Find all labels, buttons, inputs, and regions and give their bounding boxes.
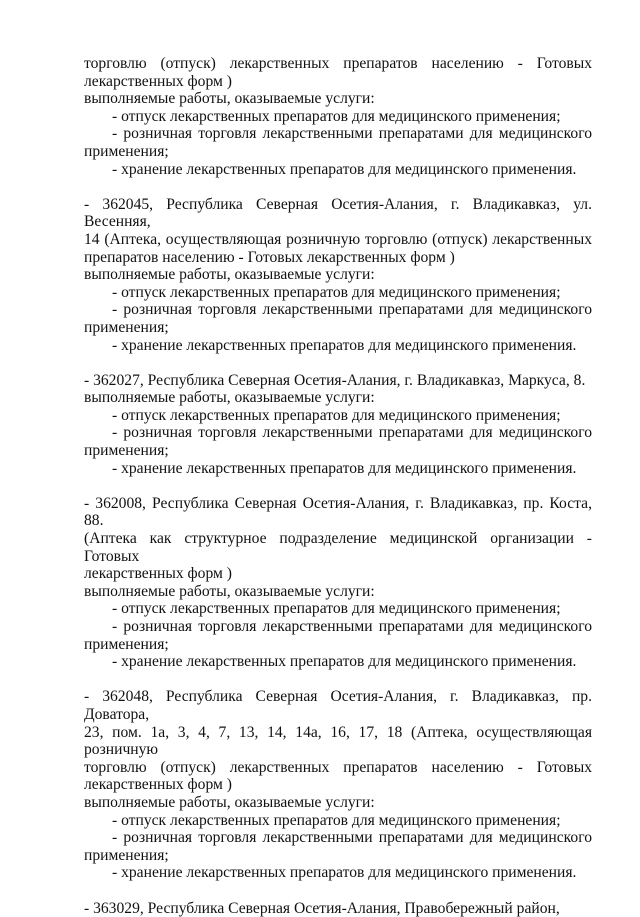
service-retail-line-1: - розничная торговля лекарственными препаратами для медицинского bbox=[84, 301, 592, 319]
service-retail-line-2: применения; bbox=[84, 636, 592, 654]
address-entry bbox=[84, 900, 592, 917]
service-dispense: - отпуск лекарственных препаратов для медицинского применения; bbox=[84, 812, 592, 830]
service-storage: - хранение лекарственных препаратов для медицинского применения. bbox=[84, 337, 592, 355]
service-storage: - хранение лекарственных препаратов для медицинского применения. bbox=[84, 864, 592, 882]
service-dispense: - отпуск лекарственных препаратов для медицинского применения; bbox=[84, 407, 592, 425]
services-label: выполняемые работы, оказываемые услуги: bbox=[84, 389, 592, 407]
service-retail-line-2: применения; bbox=[84, 143, 592, 161]
address-line: лекарственных форм ) bbox=[84, 776, 592, 794]
address-entry bbox=[84, 372, 592, 478]
services-label: выполняемые работы, оказываемые услуги: bbox=[84, 794, 592, 812]
service-retail-line-2: применения; bbox=[84, 847, 592, 865]
address-line: 23, пом. 1а, 3, 4, 7, 13, 14, 14а, 16, 17, 18 (Аптека, осуществляющая розничную bbox=[84, 724, 592, 759]
service-dispense: - отпуск лекарственных препаратов для медицинского применения; bbox=[84, 284, 592, 302]
address-line: - 362027, Республика Северная Осетия-Алания, г. Владикавказ, Маркуса, 8. bbox=[84, 372, 592, 390]
address-entry bbox=[84, 196, 592, 354]
service-retail-line-1: - розничная торговля лекарственными препаратами для медицинского bbox=[84, 618, 592, 636]
service-storage: - хранение лекарственных препаратов для медицинского применения. bbox=[84, 460, 592, 478]
service-retail-line-1: - розничная торговля лекарственными препаратами для медицинского bbox=[84, 424, 592, 442]
address-line: - 363029, Республика Северная Осетия-Алания, Правобережный район, bbox=[84, 900, 592, 917]
service-retail-line-1: - розничная торговля лекарственными препаратами для медицинского bbox=[84, 829, 592, 847]
service-retail-line-2: применения; bbox=[84, 442, 592, 460]
service-retail-line-1: - розничная торговля лекарственными препаратами для медицинского bbox=[84, 125, 592, 143]
address-entry bbox=[84, 495, 592, 671]
address-line: препаратов населению - Готовых лекарственных форм ) bbox=[84, 249, 592, 267]
address-line: - 362048, Республика Северная Осетия-Алания, г. Владикавказ, пр. Доватора, bbox=[84, 688, 592, 723]
intro-line-1: торговлю (отпуск) лекарственных препаратов населению - Готовых bbox=[84, 55, 592, 73]
address-line: (Аптека как структурное подразделение медицинской организации - Готовых bbox=[84, 530, 592, 565]
address-line: - 362045, Республика Северная Осетия-Алания, г. Владикавказ, ул. Весенняя, bbox=[84, 196, 592, 231]
service-dispense: - отпуск лекарственных препаратов для медицинского применения; bbox=[84, 600, 592, 618]
address-line: - 362008, Республика Северная Осетия-Алания, г. Владикавказ, пр. Коста, 88. bbox=[84, 495, 592, 530]
service-storage: - хранение лекарственных препаратов для медицинского применения. bbox=[84, 161, 592, 179]
address-entry bbox=[84, 688, 592, 882]
document-body bbox=[84, 55, 592, 917]
address-line: 14 (Аптека, осуществляющая розничную торговлю (отпуск) лекарственных bbox=[84, 231, 592, 249]
service-storage: - хранение лекарственных препаратов для медицинского применения. bbox=[84, 653, 592, 671]
address-line: лекарственных форм ) bbox=[84, 565, 592, 583]
intro-line-2: лекарственных форм ) bbox=[84, 73, 592, 91]
services-label: выполняемые работы, оказываемые услуги: bbox=[84, 583, 592, 601]
service-retail-line-2: применения; bbox=[84, 319, 592, 337]
service-dispense: - отпуск лекарственных препаратов для медицинского применения; bbox=[84, 108, 592, 126]
services-label: выполняемые работы, оказываемые услуги: bbox=[84, 90, 592, 108]
address-line: торговлю (отпуск) лекарственных препаратов населению - Готовых bbox=[84, 759, 592, 777]
services-label: выполняемые работы, оказываемые услуги: bbox=[84, 266, 592, 284]
